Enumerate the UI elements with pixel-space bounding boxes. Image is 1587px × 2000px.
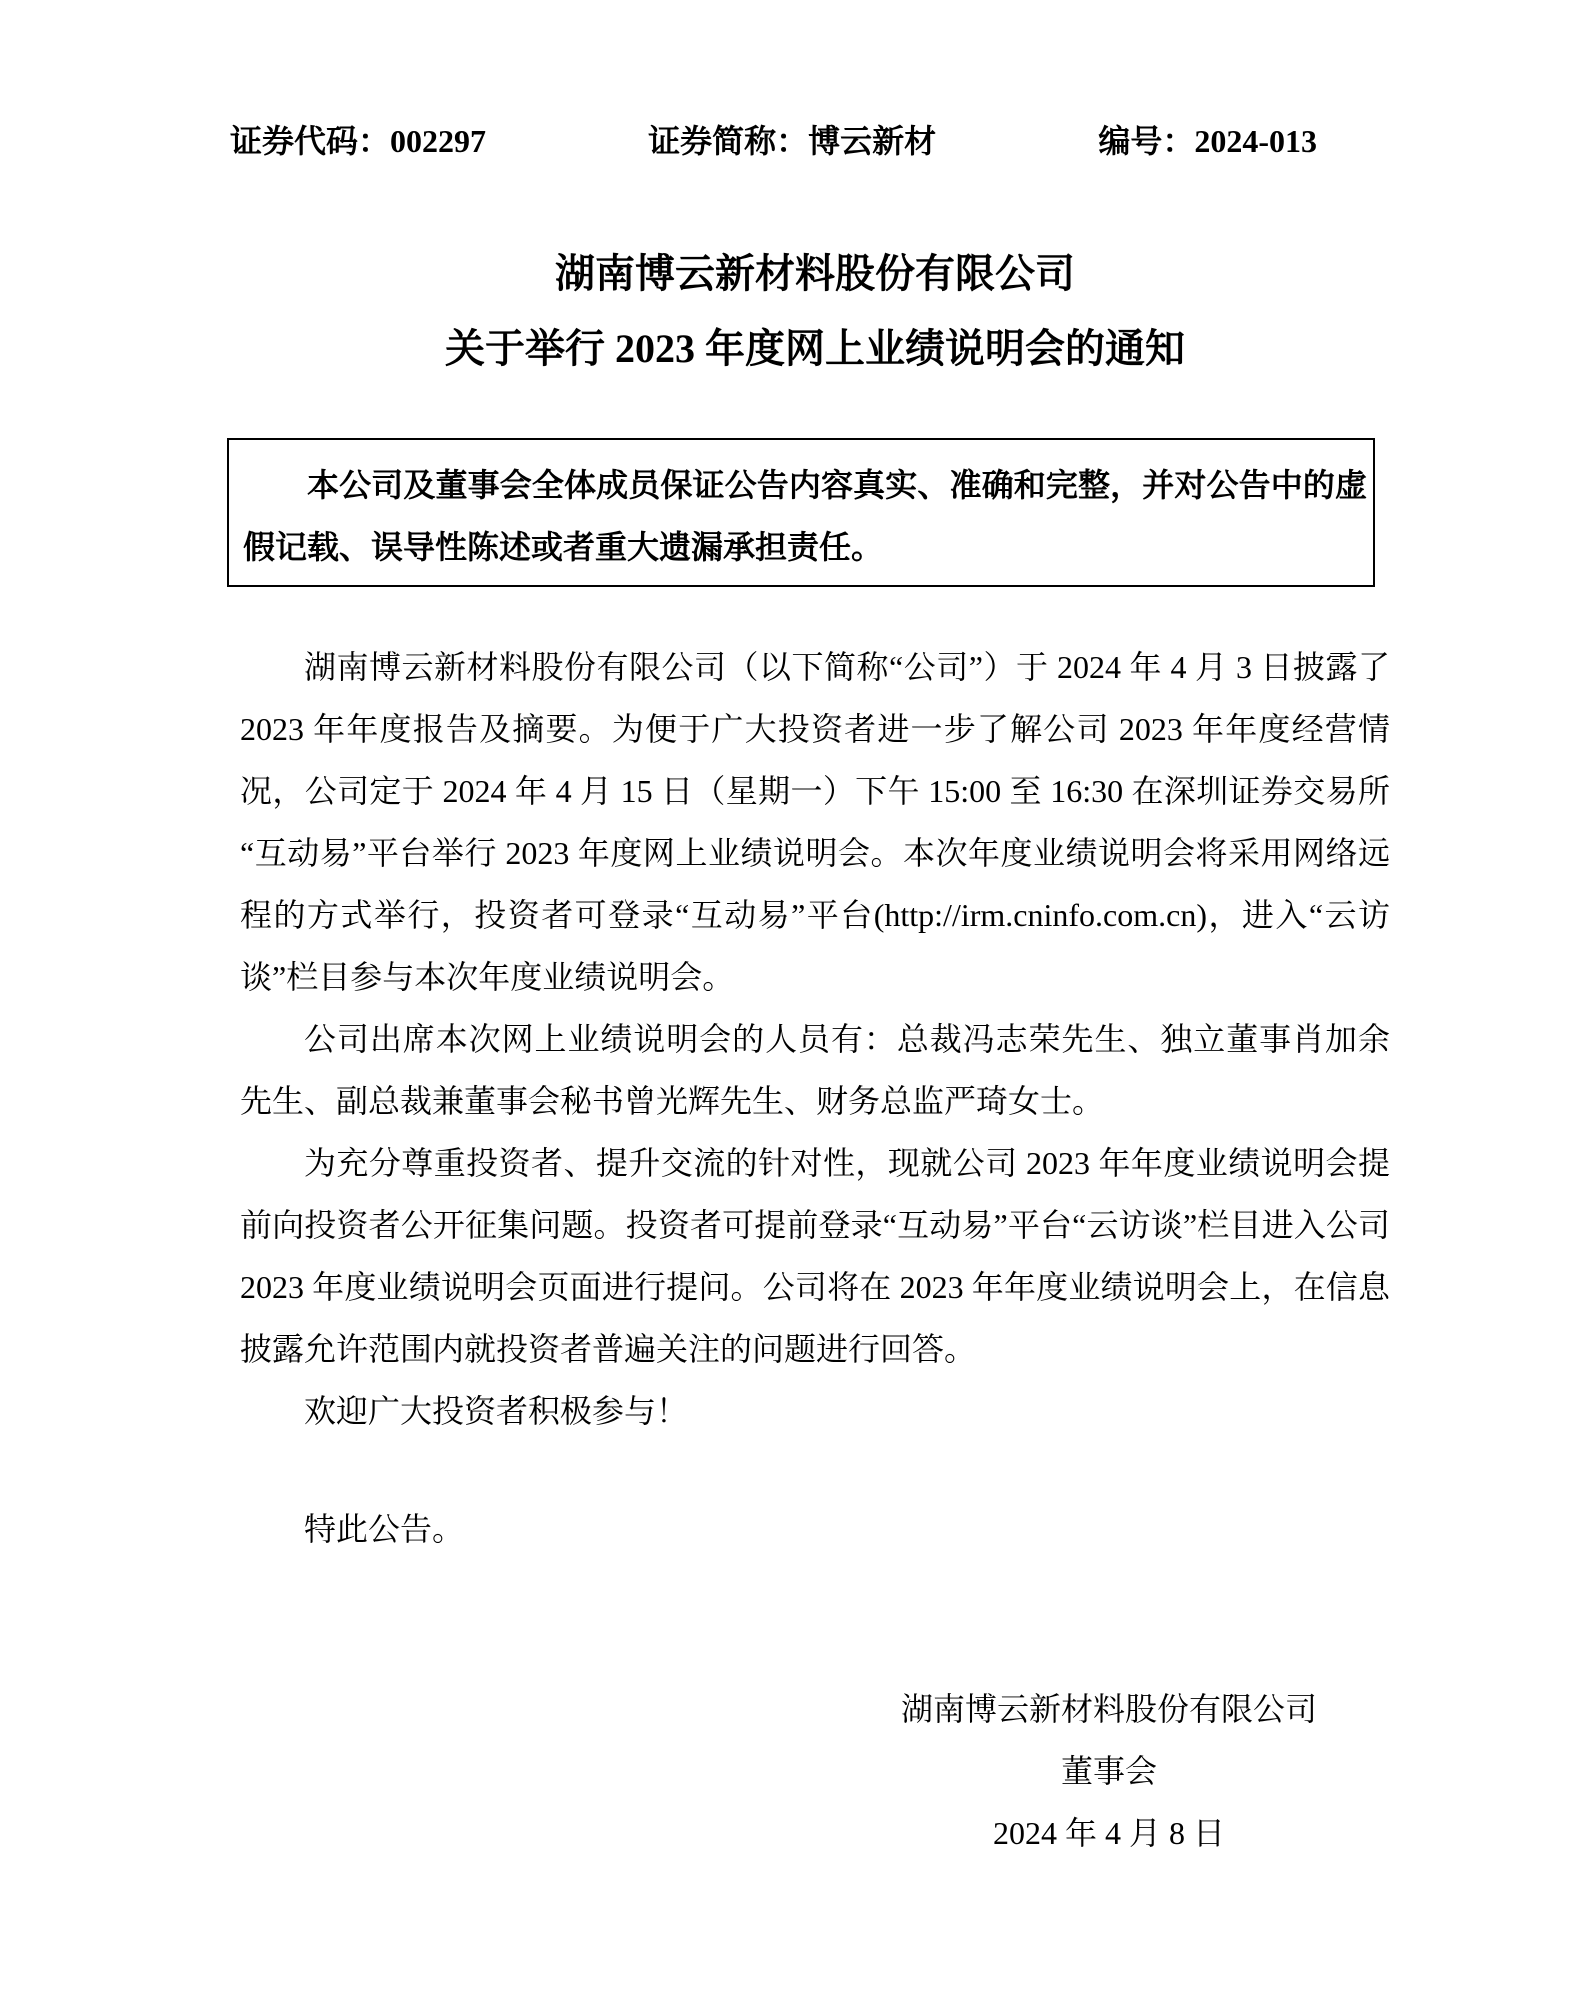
signature-date: 2024 年 4 月 8 日 bbox=[992, 1815, 1225, 1851]
signature-company: 湖南博云新材料股份有限公司 bbox=[900, 1691, 1317, 1727]
title-company-name: 湖南博云新材料股份有限公司 bbox=[555, 251, 1075, 296]
stock-name bbox=[648, 118, 936, 164]
securities-header-row bbox=[230, 118, 1317, 164]
stock-name-label: 证券简称： bbox=[648, 123, 809, 159]
title-notice-subject: 关于举行 2023 年度网上业绩说明会的通知 bbox=[445, 326, 1185, 371]
stock-code-value: 002297 bbox=[390, 123, 487, 159]
signature-board: 董事会 bbox=[1060, 1753, 1157, 1789]
stock-code-label: 证券代码： bbox=[230, 123, 391, 159]
stock-code bbox=[230, 118, 486, 164]
paragraph-disclosure-info: 湖南博云新材料股份有限公司（以下简称“公司”）于 2024 年 4 月 3 日披露了 2023 年年度报告及摘要。为便于广大投资者进一步了解公司 2023 年年度经营情况，公司定于 2024 年 4 月 15 日（星期一）下午 15:00 至 16:30 在深圳证券交易所“互动易”平台举行 2023 年度网上业绩说明会。本次年度业绩说明会将采用网络远程的方式举行，投资者可登录“互动易”平台(http://irm.cninfo.com.cn)，进入“云访谈”栏目参与本次年度业绩说明会。 bbox=[240, 649, 1390, 995]
notice-number-value: 2024-013 bbox=[1194, 123, 1317, 159]
signature-block bbox=[889, 1678, 1329, 1864]
disclaimer-box bbox=[227, 438, 1375, 587]
notice-number bbox=[1098, 118, 1317, 164]
disclaimer-text: 本公司及董事会全体成员保证公告内容真实、准确和完整，并对公告中的虚假记载、误导性陈述或者重大遗漏承担责任。 bbox=[243, 467, 1367, 565]
paragraph-attendees: 公司出席本次网上业绩说明会的人员有：总裁冯志荣先生、独立董事肖加余先生、副总裁兼董事会秘书曾光辉先生、财务总监严琦女士。 bbox=[240, 1021, 1390, 1119]
closing-statement: 特此公告。 bbox=[304, 1511, 465, 1547]
announcement-body bbox=[0, 636, 1587, 1560]
stock-name-value: 博云新材 bbox=[808, 123, 937, 159]
paragraph-welcome: 欢迎广大投资者积极参与！ bbox=[304, 1393, 689, 1429]
paragraph-question-collection: 为充分尊重投资者、提升交流的针对性，现就公司 2023 年年度业绩说明会提前向投资者公开征集问题。投资者可提前登录“互动易”平台“云访谈”栏目进入公司 2023 年度业绩说明会页面进行提问。公司将在 2023 年年度业绩说明会上，在信息披露允许范围内就投资者普遍关注的问题进行回答。 bbox=[240, 1145, 1390, 1367]
notice-number-label: 编号： bbox=[1098, 123, 1195, 159]
